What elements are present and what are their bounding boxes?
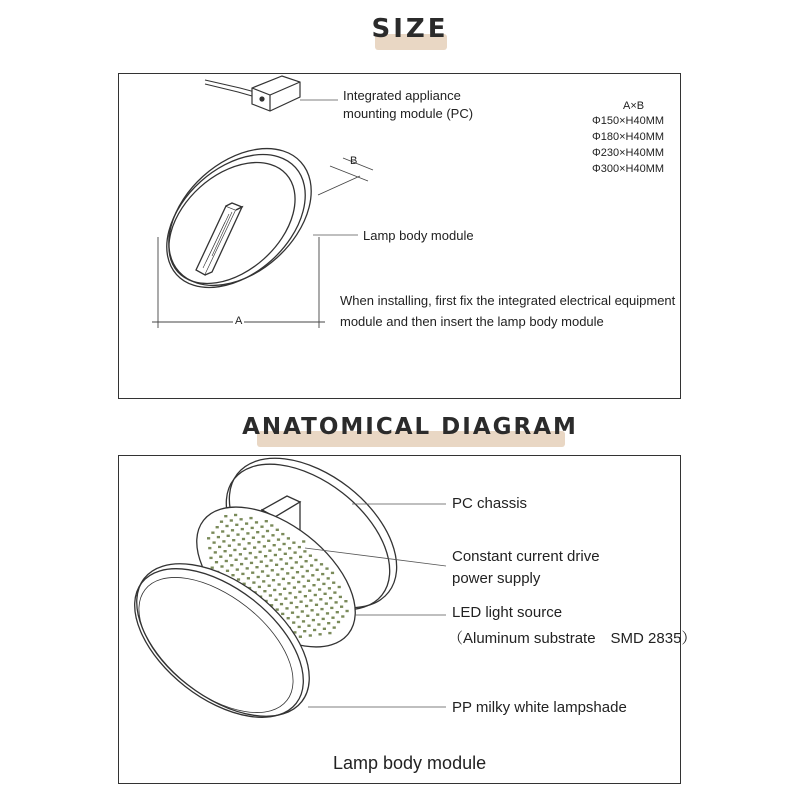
led-chip [230, 519, 233, 521]
led-chip [287, 617, 290, 619]
led-chip [260, 526, 263, 528]
led-chip [255, 521, 258, 523]
led-chip [217, 536, 220, 538]
led-chip [211, 532, 214, 534]
led-chip [214, 551, 217, 553]
led-chip [224, 515, 227, 517]
led-chip [320, 563, 323, 565]
led-chip [308, 590, 311, 592]
led-chip [227, 535, 230, 537]
led-chip [277, 538, 280, 540]
led-chip [294, 551, 297, 553]
led-chip [224, 550, 227, 552]
spec-header: A×B [623, 100, 645, 112]
led-chip [319, 633, 322, 635]
led-chip [286, 572, 289, 574]
led-chip [243, 548, 246, 550]
led-chip [244, 557, 247, 559]
led-chip [285, 607, 288, 609]
led-chip [340, 606, 343, 608]
led-chip [266, 530, 269, 532]
led-chip [255, 566, 258, 568]
led-chip [263, 590, 266, 592]
led-chip [312, 584, 315, 586]
led-chip [322, 618, 325, 620]
led-chip [315, 604, 318, 606]
led-chip [215, 561, 218, 563]
led-chip [291, 612, 294, 614]
led-chip [256, 531, 259, 533]
dimension-a-label: A [235, 315, 243, 327]
led-chip [246, 567, 249, 569]
led-chip [299, 636, 302, 638]
led-chip [296, 616, 299, 618]
led-chip [321, 573, 324, 575]
led-chip [323, 628, 326, 630]
led-chip [300, 601, 303, 603]
led-chip [288, 547, 291, 549]
led-chip [241, 528, 244, 530]
led-chip [263, 545, 266, 547]
led-chip [312, 619, 315, 621]
led-chip [292, 577, 295, 579]
led-chip [252, 581, 255, 583]
led-chip [333, 591, 336, 593]
led-chip [326, 612, 329, 614]
module-label-line1: Integrated appliance [343, 88, 461, 103]
led-chip [320, 608, 323, 610]
led-chip [275, 564, 278, 566]
led-chip [332, 582, 335, 584]
led-chip [265, 520, 268, 522]
led-chip [296, 571, 299, 573]
led-chip [268, 550, 271, 552]
led-chip [259, 551, 262, 553]
led-chip [305, 560, 308, 562]
led-chip [226, 570, 229, 572]
led-chip [239, 553, 242, 555]
led-chip [307, 625, 310, 627]
led-chip [282, 578, 285, 580]
led-chip [254, 556, 257, 558]
led-chip [302, 620, 305, 622]
led-chip [306, 570, 309, 572]
pc-chassis-label: PC chassis [452, 495, 528, 512]
led-chip [331, 617, 334, 619]
led-chip [273, 589, 276, 591]
led-chip [293, 586, 296, 588]
led-chip [328, 587, 331, 589]
led-chip [278, 583, 281, 585]
led-chip [292, 621, 295, 623]
led-chip [272, 579, 275, 581]
led-chip [238, 543, 241, 545]
led-chip [314, 594, 317, 596]
led-chip [294, 596, 297, 598]
led-chip [325, 602, 328, 604]
led-chip [250, 562, 253, 564]
led-chip [318, 588, 321, 590]
led-chip [241, 573, 244, 575]
led-chip [231, 574, 234, 576]
led-chip [303, 550, 306, 552]
led-chip [333, 626, 336, 628]
led-chip [230, 564, 233, 566]
led-chip [335, 601, 338, 603]
spec-row: Φ150×H40MM [592, 115, 665, 127]
led-chip [317, 578, 320, 580]
spec-row: Φ180×H40MM [592, 131, 665, 143]
led-chip [295, 606, 298, 608]
led-chip [221, 530, 224, 532]
led-chip [247, 577, 250, 579]
led-chip [292, 542, 295, 544]
led-chip [338, 586, 341, 588]
led-chip [265, 565, 268, 567]
led-chip [228, 545, 231, 547]
led-chip [234, 514, 237, 516]
led-chip [235, 524, 238, 526]
led-chip [260, 561, 263, 563]
led-chip [327, 577, 330, 579]
led-chip [298, 546, 301, 548]
led-chip [316, 569, 319, 571]
led-chip [216, 526, 219, 528]
led-chip [304, 595, 307, 597]
led-chip [273, 544, 276, 546]
anatomy-caption: Lamp body module [333, 753, 487, 773]
led-chip [268, 585, 271, 587]
led-chip [262, 535, 265, 537]
led-chip [319, 598, 322, 600]
led-chip [218, 546, 221, 548]
led-chip [233, 549, 236, 551]
led-chip [337, 621, 340, 623]
led-chip [297, 581, 300, 583]
led-chip [284, 553, 287, 555]
led-chip [306, 615, 309, 617]
led-chip [283, 588, 286, 590]
led-chip [220, 565, 223, 567]
led-chip [302, 540, 305, 542]
led-chip [261, 570, 264, 572]
led-chip [225, 560, 228, 562]
led-chip [267, 540, 270, 542]
led-chip [257, 541, 260, 543]
led-chip [269, 594, 272, 596]
led-chip [220, 521, 223, 523]
led-chip [222, 540, 225, 542]
led-chip [258, 586, 261, 588]
led-label-line1: LED light source [452, 604, 563, 621]
led-chip [330, 607, 333, 609]
led-chip [249, 517, 252, 519]
led-chip [271, 534, 274, 536]
led-chip [274, 599, 277, 601]
lampshade-label: PP milky white lampshade [452, 699, 627, 716]
led-chip [209, 557, 212, 559]
led-chip [339, 596, 342, 598]
spec-row: Φ230×H40MM [592, 147, 665, 159]
led-chip [307, 580, 310, 582]
led-chip [303, 630, 306, 632]
led-chip [280, 603, 283, 605]
led-chip [246, 532, 249, 534]
led-chip [240, 563, 243, 565]
led-chip [289, 592, 292, 594]
led-chip [314, 559, 317, 561]
dimension-b-label: B [350, 155, 358, 167]
led-chip [305, 605, 308, 607]
led-chip [236, 568, 239, 570]
led-chip [251, 572, 254, 574]
led-chip [346, 610, 349, 612]
led-chip [283, 543, 286, 545]
led-chip [341, 615, 344, 617]
led-chip [311, 574, 314, 576]
led-chip [290, 602, 293, 604]
led-chip [287, 582, 290, 584]
led-chip [311, 609, 314, 611]
anatomy-heading: ANATOMICAL DIAGRAM [242, 414, 578, 440]
led-chip [208, 547, 211, 549]
led-chip [231, 529, 234, 531]
led-chip [344, 600, 347, 602]
led-chip [289, 557, 292, 559]
led-chip [271, 569, 274, 571]
led-chip [266, 575, 269, 577]
led-chip [253, 546, 256, 548]
led-chip [236, 533, 239, 535]
led-chip [281, 613, 284, 615]
led-chip [316, 613, 319, 615]
size-heading: SIZE [371, 14, 449, 44]
led-chip [322, 583, 325, 585]
led-chip [235, 559, 238, 561]
driver-label-line1: Constant current drive [452, 548, 600, 565]
led-chip [229, 554, 232, 556]
led-chip [336, 611, 339, 613]
led-chip [310, 564, 313, 566]
lamp-body-label: Lamp body module [363, 228, 474, 243]
led-chip [276, 529, 279, 531]
led-chip [327, 622, 330, 624]
led-chip [278, 548, 281, 550]
led-chip [213, 541, 216, 543]
led-chip [285, 562, 288, 564]
led-chip [309, 599, 312, 601]
led-chip [249, 552, 252, 554]
led-chip [264, 555, 267, 557]
module-label-line2: mounting module (PC) [343, 106, 474, 121]
led-chip [279, 593, 282, 595]
spec-row: Φ300×H40MM [592, 163, 665, 175]
led-chip [303, 585, 306, 587]
led-chip [245, 522, 248, 524]
led-chip [281, 568, 284, 570]
led-chip [257, 576, 260, 578]
led-chip [262, 580, 265, 582]
led-chip [219, 556, 222, 558]
led-chip [324, 593, 327, 595]
led-chip [290, 567, 293, 569]
led-chip [299, 556, 302, 558]
led-chip [329, 597, 332, 599]
led-chip [232, 539, 235, 541]
led-chip [298, 626, 301, 628]
led-chip [284, 597, 287, 599]
led-chip [287, 537, 290, 539]
led-chip [242, 538, 245, 540]
led-chip [207, 537, 210, 539]
led-chip [309, 555, 312, 557]
led-chip [281, 533, 284, 535]
led-chip [313, 629, 316, 631]
led-chip [300, 566, 303, 568]
led-chip [225, 525, 228, 527]
led-chip [270, 524, 273, 526]
led-chip [325, 567, 328, 569]
led-chip [276, 573, 279, 575]
led-chip [317, 623, 320, 625]
install-note-line1: When installing, first fix the integrated electrical equipment [340, 293, 676, 308]
led-chip [240, 518, 243, 520]
led-chip [301, 610, 304, 612]
led-label-line2: （Aluminum substrate SMD 2835） [448, 630, 697, 647]
driver-label-line2: power supply [452, 570, 541, 587]
led-chip [248, 542, 251, 544]
led-chip [270, 559, 273, 561]
led-chip [252, 537, 255, 539]
led-chip [251, 527, 254, 529]
led-chip [331, 572, 334, 574]
led-chip [295, 561, 298, 563]
led-chip [309, 634, 312, 636]
led-chip [328, 632, 331, 634]
led-chip [274, 554, 277, 556]
led-chip [298, 591, 301, 593]
led-chip [279, 558, 282, 560]
install-note-line2: module and then insert the lamp body module [340, 314, 604, 329]
led-chip [301, 575, 304, 577]
